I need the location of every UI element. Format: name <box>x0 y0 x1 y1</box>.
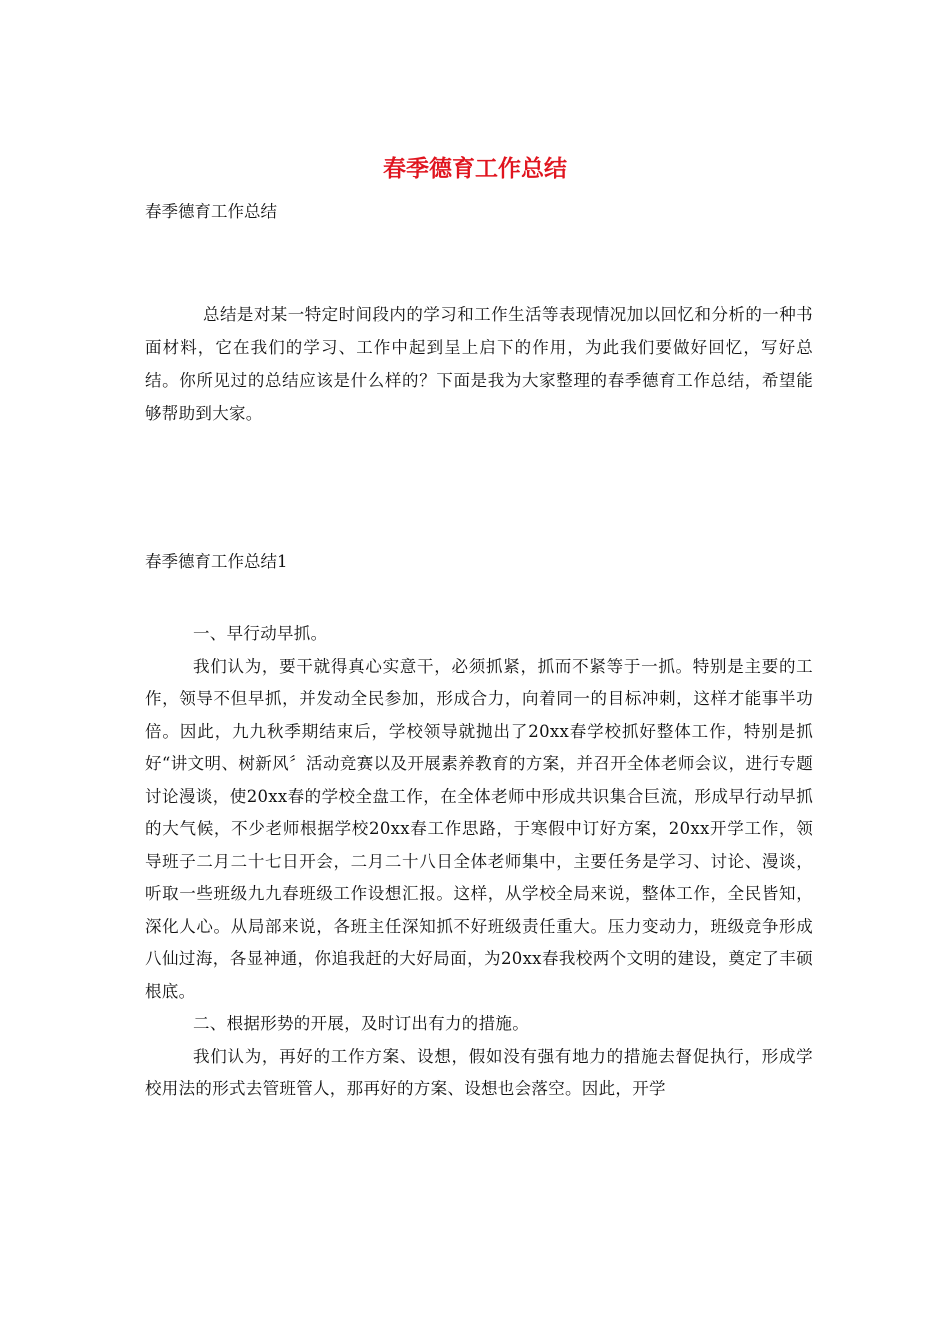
document-subtitle: 春季德育工作总结 <box>145 202 277 221</box>
heading-early-action: 一、早行动早抓。 <box>193 624 328 643</box>
section-body <box>145 618 813 1106</box>
body-paragraph: 我们认为，再好的工作方案、设想，假如没有强有地力的措施去督促执行，形成学校用法的形式去管班管人，那再好的方案、设想也会落空。因此，开学 <box>145 1046 813 1098</box>
intro-paragraph: 总结是对某一特定时间段内的学习和工作生活等表现情况加以回忆和分析的一种书面材料，它在我们的学习、工作中起到呈上启下的作用，为此我们要做好回忆，写好总结。你所见过的总结应该是什么样的？下面是我为大家整理的春季德育工作总结，希望能够帮助到大家。 <box>145 305 813 423</box>
document-title: 春季德育工作总结 <box>383 155 567 182</box>
section-title: 春季德育工作总结1 <box>145 552 288 571</box>
heading-measures: 二、根据形势的开展，及时订出有力的措施。 <box>193 1014 529 1033</box>
body-paragraph: 我们认为，要干就得真心实意干，必须抓紧，抓而不紧等于一抓。特别是主要的工作，领导不但早抓，并发动全民参加，形成合力，向着同一的目标冲刺，这样才能事半功倍。因此，九九秋季期结束后，学校领导就抛出了20xx春学校抓好整体工作，特别是抓好“讲文明、树新风〞活动竞赛以及开展素养教育的方案，并召开全体老师会议，进行专题讨论漫谈，使20xx春的学校全盘工作，在全体老师中形成共识集合巨流，形成早行动早抓的大气候，不少老师根据学校20xx春工作思路，于寒假中订好方案，20xx开学工作，领导班子二月二十七日开会，二月二十八日全体老师集中，主要任务是学习、讨论、漫谈，听取一些班级九九春班级工作设想汇报。这样，从学校全局来说，整体工作，全民皆知，深化人心。从局部来说，各班主任深知抓不好班级责任重大。压力变动力，班级竞争形成八仙过海，各显神通，你追我赶的大好局面，为20xx春我校两个文明的建设，奠定了丰硕根底。 <box>145 656 813 1001</box>
